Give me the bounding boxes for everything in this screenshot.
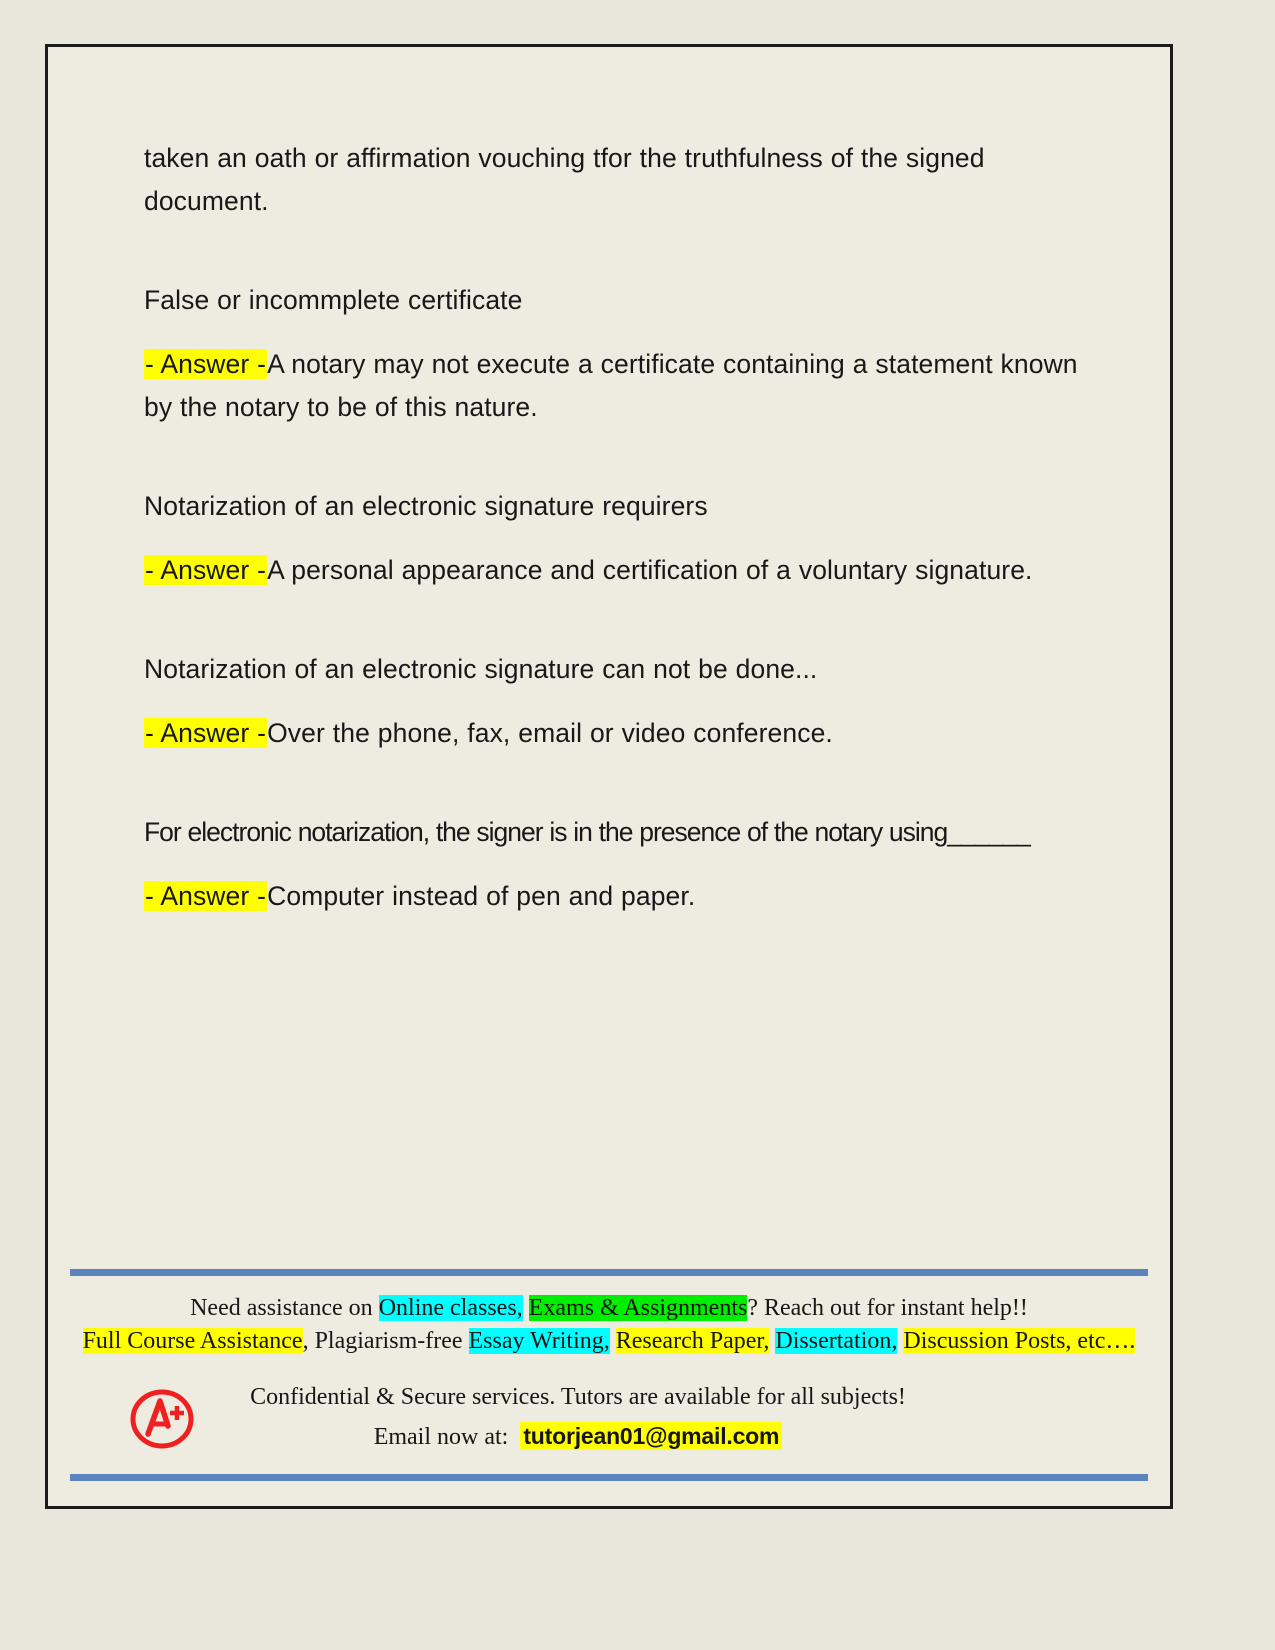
contact-text xyxy=(218,1380,938,1456)
logo-cell xyxy=(48,1384,218,1452)
promo-line-1 xyxy=(48,1292,1170,1325)
answer-text-3: Over the phone, fax, email or video conference. xyxy=(267,718,833,748)
answer-1 xyxy=(144,343,1084,429)
promo-exams-assignments: Exams & Assignments xyxy=(528,1295,748,1321)
qa-block-2 xyxy=(144,485,1084,592)
promo-online-classes: Online classes, xyxy=(378,1295,523,1321)
promo-essay-writing: Essay Writing, xyxy=(468,1328,610,1354)
answer-text-2: A personal appearance and certification of a voluntary signature. xyxy=(267,555,1033,585)
a-plus-logo-icon xyxy=(128,1384,196,1452)
footer xyxy=(48,1269,1170,1481)
promo-full-course: Full Course Assistance xyxy=(82,1328,303,1354)
promo-line-2 xyxy=(48,1325,1170,1358)
answer-4 xyxy=(144,875,1084,918)
question-3: Notarization of an electronic signature can not be done... xyxy=(144,654,818,684)
answer-text-4: Computer instead of pen and paper. xyxy=(267,881,696,911)
question-4: For electronic notarization, the signer is in the presence of the notary using______ xyxy=(144,817,1030,847)
answer-text-1: A notary may not execute a certificate containing a statement known by the notary to be of this nature. xyxy=(144,349,1078,422)
answer-2 xyxy=(144,549,1084,592)
footer-top-rule xyxy=(70,1269,1148,1276)
continuation-paragraph: taken an oath or affirmation vouching tfor the truthfulness of the signed document. xyxy=(144,143,985,216)
document-page xyxy=(45,44,1173,1509)
qa-block-3 xyxy=(144,648,1084,755)
promo-block xyxy=(48,1276,1170,1358)
promo-discussion-posts: Discussion Posts, etc…. xyxy=(903,1328,1136,1354)
answer-label-1: - Answer - xyxy=(145,349,267,379)
promo-2-sep-1: , Plagiarism-free xyxy=(302,1328,469,1354)
promo-2-sep-2 xyxy=(610,1328,616,1354)
qa-block-1 xyxy=(144,279,1084,429)
email-address[interactable]: tutorjean01@gmail.com xyxy=(520,1422,782,1450)
question-1: False or incommplete certificate xyxy=(144,285,523,315)
promo-dissertation: Dissertation, xyxy=(775,1328,898,1354)
contact-email-line xyxy=(218,1417,938,1456)
contact-tagline: Confidential & Secure services. Tutors are available for all subjects! xyxy=(250,1384,906,1410)
document-body xyxy=(144,137,1084,918)
continuation-block xyxy=(144,137,1084,223)
promo-1-text-b: ? Reach out for instant help!! xyxy=(747,1295,1028,1321)
answer-label-3: - Answer - xyxy=(145,718,267,748)
contact-row xyxy=(48,1358,1170,1474)
answer-label-4: - Answer - xyxy=(145,881,267,911)
promo-research-paper: Research Paper, xyxy=(615,1328,770,1354)
email-prefix-label: Email now at: xyxy=(373,1424,509,1450)
answer-label-2: - Answer - xyxy=(145,555,267,585)
promo-1-text-a: Need assistance on xyxy=(190,1295,379,1321)
promo-1-space xyxy=(523,1295,529,1321)
footer-bottom-rule xyxy=(70,1474,1148,1481)
answer-3 xyxy=(144,712,1084,755)
qa-block-4 xyxy=(144,811,1084,918)
question-2: Notarization of an electronic signature requirers xyxy=(144,491,708,521)
